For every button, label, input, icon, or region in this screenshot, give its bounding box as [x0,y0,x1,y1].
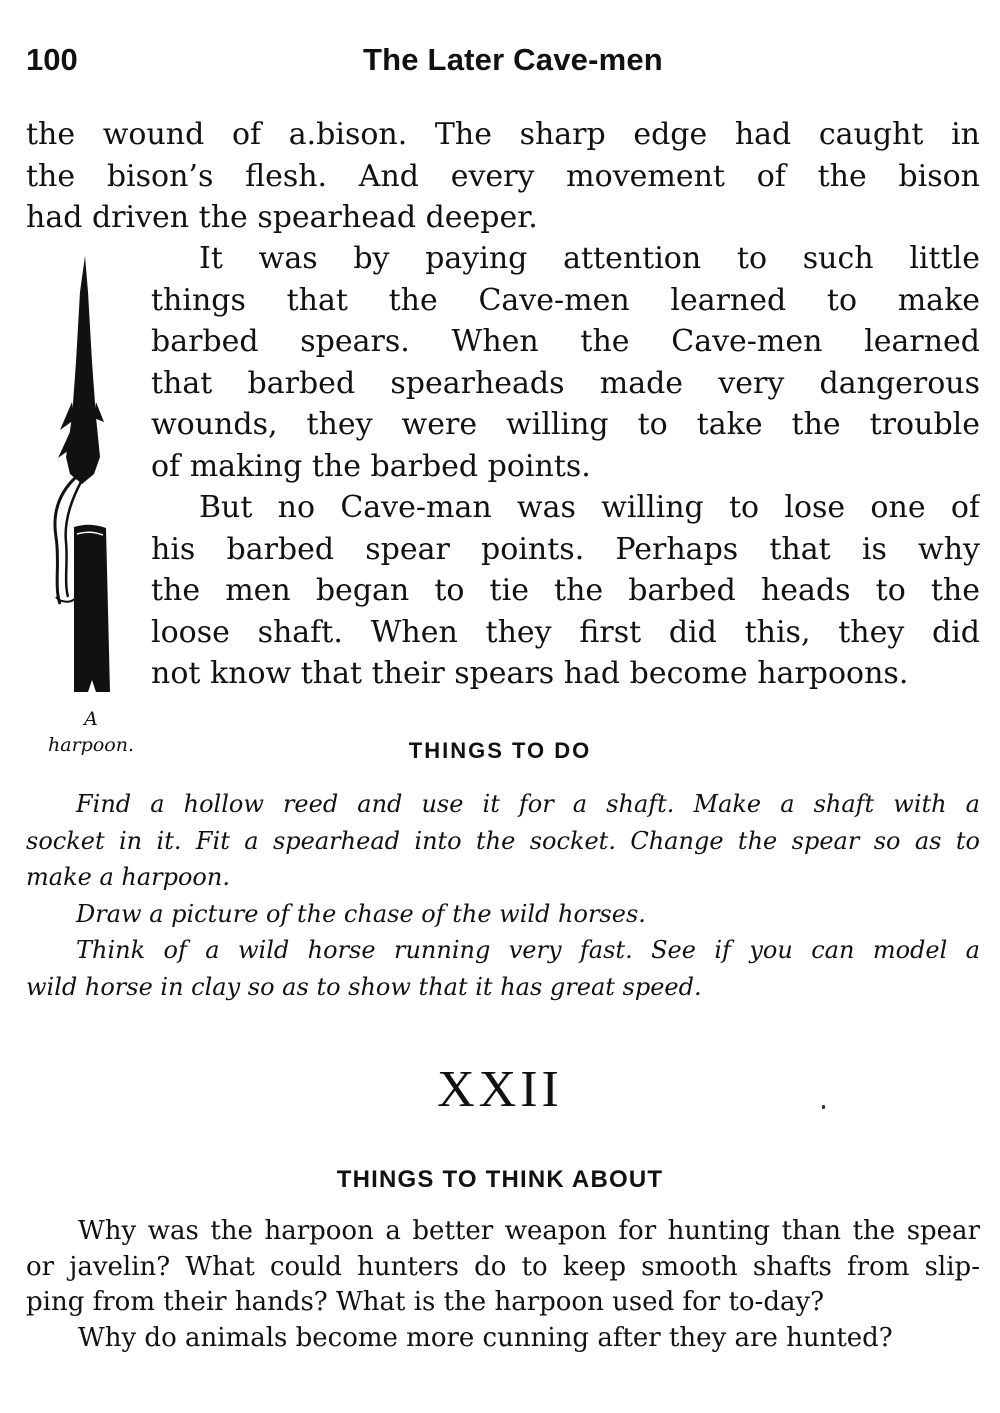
text-line: Why was the harpoon a better weapon for hunting than the spear [78,1216,980,1246]
text-line: wounds, they were willing to take the trouble [151,407,980,442]
text-line: But no Cave-man was willing to lose one of [199,490,980,525]
print-speck [822,1105,825,1109]
text-line: of making the barbed points. [151,448,591,484]
caption-line: harpoon. [48,734,134,756]
text-line: his barbed spear points. Perhaps that is why [151,531,980,567]
text-line: Think of a wild horse running very fast. See if you can model a [76,936,980,964]
text-line: had driven the spearhead deeper. [26,200,538,235]
paragraph-bison-wound [26,114,980,239]
text-line: socket in it. Fit a spearhead into the socket. Change the spear so as to [26,826,980,855]
figure-caption [36,706,146,758]
text-line: barbed spears. When the Cave-men learned [151,324,980,359]
text-line: Find a hollow reed and use it for a shaft. Make a shaft with a [76,790,980,818]
running-title: The Later Cave-men [363,42,663,77]
text-line: the men began to tie the barbed heads to the [151,573,980,608]
text-line: Draw a picture of the chase of the wild horses. [76,899,646,928]
chapter-number: XXII [437,1061,563,1118]
text-beside-figure [151,238,980,695]
page-number: 100 [26,42,78,77]
things-to-think-text [26,1214,980,1356]
text-line: things that the Cave-men learned to make [151,282,980,318]
text-line: It was by paying attention to such little [199,241,980,276]
text-line: make a harpoon. [26,863,230,891]
text-line: Why do animals become more cunning after they are hunted? [78,1322,893,1353]
text-line: or javelin? What could hunters do to keep smooth shafts from slip- [26,1251,980,1282]
text-line: the bison’s flesh. And every movement of the bison [26,158,980,194]
text-line: not know that their spears had become harpoons. [151,656,909,691]
section-heading-things-to-think-about: THINGS TO THINK ABOUT [336,1166,664,1193]
text-line: wild horse in clay so as to show that it has great speed. [26,972,702,1001]
harpoon-illustration-icon [30,252,130,702]
running-head [26,42,980,86]
text-line: that barbed spearheads made very dangerous [151,365,980,401]
things-to-do-text [26,786,980,1005]
caption-line: A [84,708,98,730]
text-line: the wound of a.bison. The sharp edge had caught in [26,117,980,152]
text-line: ping from their hands? What is the harpoon used for to-day? [26,1287,825,1317]
section-heading-things-to-do: THINGS TO DO [408,738,592,763]
text-line: loose shaft. When they first did this, they did [151,614,980,650]
